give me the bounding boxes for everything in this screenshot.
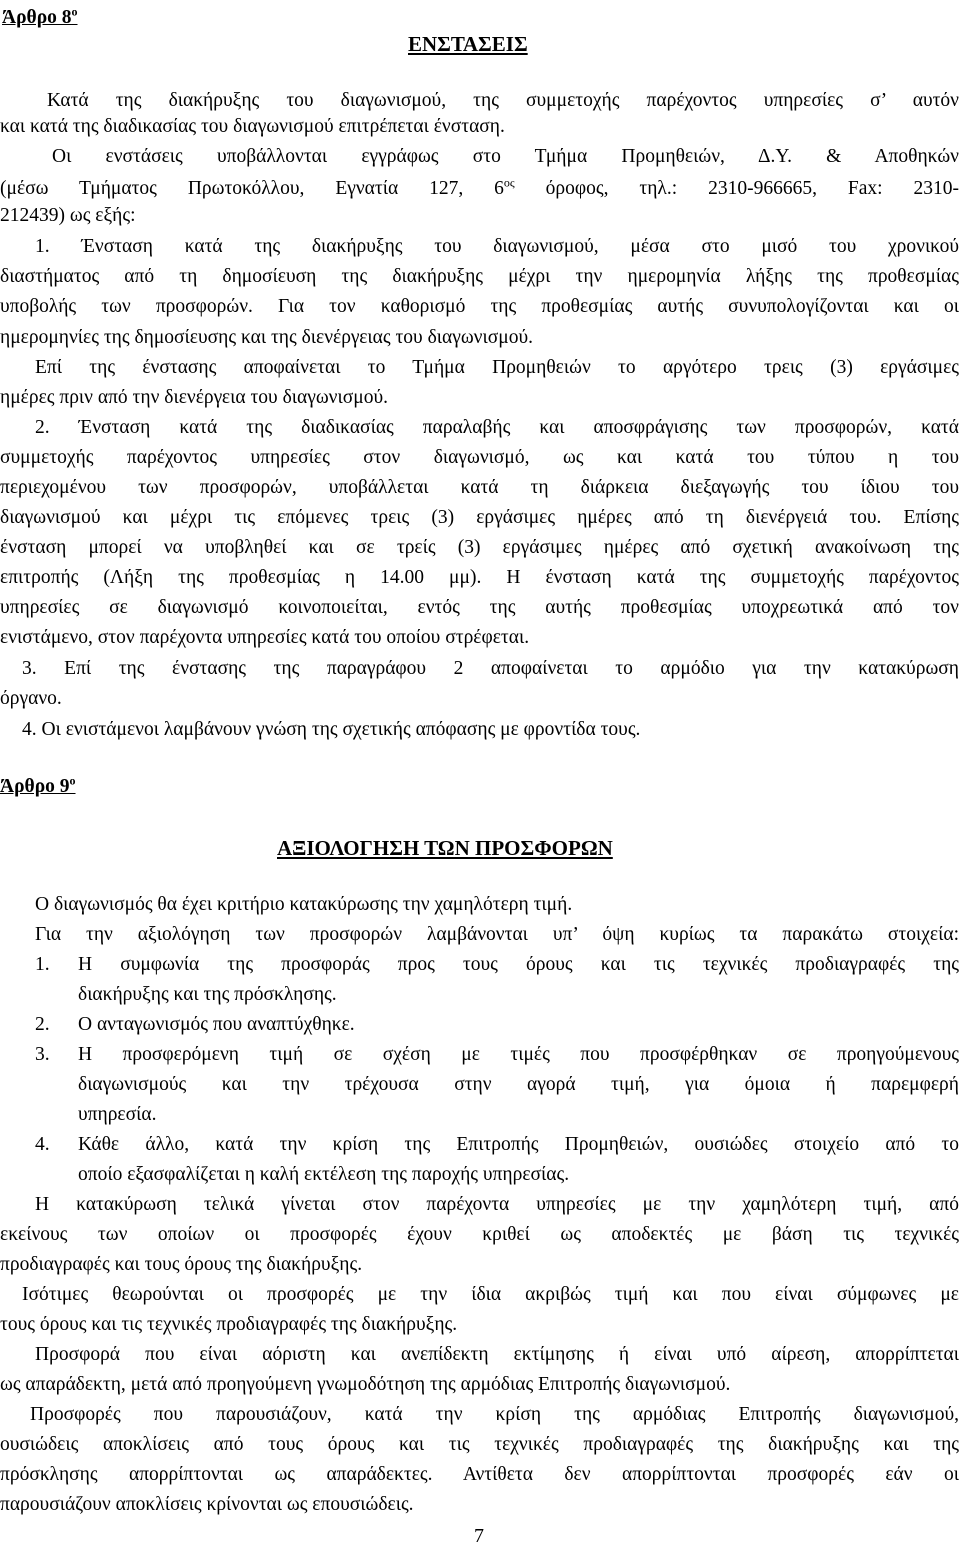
list-number: 2. <box>35 1014 50 1035</box>
list-item-line: Η προσφερόμενη τιμή σε σχέση με τιμές που προσφέρθηκαν σε προηγούμενους <box>78 1044 959 1065</box>
list-item-2-line: 2. Ένσταση κατά της διαδικασίας παραλαβής και αποσφράγισης των προσφορών, κατά <box>35 417 959 438</box>
paragraph-line: ως απαράδεκτη, μετά από προηγούμενη γνωμοδότηση της αρμόδιας Επιτροπής διαγωνισμού. <box>0 1374 731 1395</box>
paragraph-line: Προσφορά που είναι αόριστη και ανεπίδεκτη εκτίμησης ή είναι υπό αίρεση, απορρίπτεται <box>35 1344 959 1365</box>
paragraph-line: Προσφορές που παρουσιάζουν, κατά την κρίση της αρμόδιας Επιτροπής διαγωνισμού, <box>30 1404 959 1425</box>
paragraph-line: συμμετοχής παρέχοντος υπηρεσίες στον διαγωνισμό, ως και κατά του τύπου η του <box>0 447 959 468</box>
list-item-line: διαγωνισμούς και την τρέχουσα στην αγορά τιμή, για όμοια ή παρεμφερή <box>78 1074 959 1095</box>
paragraph-line: ημερομηνίες της δημοσίευσης και της διενέργειας του διαγωνισμού. <box>0 327 533 348</box>
paragraph-line: Οι ενστάσεις υποβάλλονται εγγράφως στο Τμήμα Προμηθειών, Δ.Υ. & Αποθηκών <box>52 146 959 167</box>
paragraph-line: παρουσιάζουν αποκλίσεις κρίνονται ως επουσιώδεις. <box>0 1494 414 1515</box>
paragraph-line: Ο διαγωνισμός θα έχει κριτήριο κατακύρωσης την χαμηλότερη τιμή. <box>35 894 573 915</box>
paragraph-line: Επί της ένστασης αποφαίνεται το Τμήμα Προμηθειών το αργότερο τρεις (3) εργάσιμες <box>35 357 959 378</box>
list-item-4-line: 4. Οι ενιστάμενοι λαμβάνουν γνώση της σχετικής απόφασης με φροντίδα τους. <box>22 719 641 740</box>
page-number: 7 <box>474 1525 484 1547</box>
article-8-title: ΕΝΣΤΑΣΕΙΣ <box>408 32 528 56</box>
list-item-line: διακήρυξης και της πρόσκλησης. <box>78 984 337 1005</box>
paragraph-line: και κατά της διαδικασίας του διαγωνισμού επιτρέπεται ένσταση. <box>0 116 505 137</box>
paragraph-line: πρόσκλησης απορρίπτονται ως απαράδεκτες. Αντίθετα δεν απορρίπτονται προσφορές εάν οι <box>0 1464 959 1485</box>
list-number: 4. <box>35 1134 50 1155</box>
paragraph-line: (μέσω Τμήματος Πρωτοκόλλου, Εγνατία 127, $6^{o\varsigma}$ όροφος, τηλ.: 2310-966665, Fax: 2310- <box>0 175 959 199</box>
paragraph-line: υποβολής των προσφορών. Για τον καθορισμό της προθεσμίας αυτής συνυπολογίζονται και οι <box>0 296 959 317</box>
article-8-heading: Άρθρο $8^o$ <box>2 4 78 28</box>
paragraph-line: όργανο. <box>0 688 62 709</box>
article-9-title: ΑΞΙΟΛΟΓΗΣΗ ΤΩΝ ΠΡΟΣΦΟΡΩΝ <box>277 836 613 860</box>
paragraph-line: ένσταση μπορεί να υποβληθεί και σε τρείς (3) εργάσιμες ημέρες από σχετική ανακοίνωση της <box>0 537 959 558</box>
paragraph-line: Η κατακύρωση τελικά γίνεται στον παρέχοντα υπηρεσίες με την χαμηλότερη τιμή, από <box>35 1194 959 1215</box>
list-item-3-line: 3. Επί της ένστασης της παραγράφου 2 αποφαίνεται το αρμόδιο για την κατακύρωση <box>22 658 959 679</box>
paragraph-line: Για την αξιολόγηση των προσφορών λαμβάνονται υπ’ όψη κυρίως τα παρακάτω στοιχεία: <box>35 924 959 945</box>
paragraph-line: 212439) ως εξής: <box>0 205 136 226</box>
article-9-heading: Άρθρο $9^o$ <box>0 773 76 797</box>
paragraph-line: Κατά της διακήρυξης του διαγωνισμού, της συμμετοχής παρέχοντος υπηρεσίες σ’ αυτόν <box>47 90 959 111</box>
list-item-line: Ο ανταγωνισμός που αναπτύχθηκε. <box>78 1014 355 1035</box>
paragraph-line: ουσιώδεις αποκλίσεις από τους όρους και τις τεχνικές προδιαγραφές της διακήρυξης και της <box>0 1434 959 1455</box>
list-item-line: Κάθε άλλο, κατά την κρίση της Επιτροπής Προμηθειών, ουσιώδες στοιχείο από το <box>78 1134 959 1155</box>
paragraph-line: προδιαγραφές και τους όρους της διακήρυξης. <box>0 1254 363 1275</box>
list-item-line: Η συμφωνία της προσφοράς προς τους όρους και τις τεχνικές προδιαγραφές της <box>78 954 959 975</box>
paragraph-line: ενιστάμενο, στον παρέχοντα υπηρεσίες κατά του οποίου στρέφεται. <box>0 627 530 648</box>
list-item-line: υπηρεσία. <box>78 1104 157 1125</box>
paragraph-line: επιτροπής (Λήξη της προθεσμίας η 14.00 μμ). Η ένσταση κατά της συμμετοχής παρέχοντος <box>0 567 959 588</box>
list-item-line: οποίο εξασφαλίζεται η καλή εκτέλεση της παροχής υπηρεσίας. <box>78 1164 570 1185</box>
paragraph-line: διαστήματος από τη δημοσίευση της διακήρυξης μέχρι την ημερομηνία λήξης της προθεσμίας <box>0 266 959 287</box>
paragraph-line: ημέρες πριν από την διενέργεια του διαγωνισμού. <box>0 387 388 408</box>
paragraph-line: περιεχομένου των προσφορών, υποβάλλεται κατά τη διάρκεια διεξαγωγής του ίδιου του <box>0 477 959 498</box>
paragraph-line: υπηρεσίες σε διαγωνισμό κοινοποιείται, εντός της αυτής προθεσμίας υποχρεωτικά από τον <box>0 597 959 618</box>
paragraph-line: τους όρους και τις τεχνικές προδιαγραφές της διακήρυξης. <box>0 1314 458 1335</box>
list-item-1-line: 1. Ένσταση κατά της διακήρυξης του διαγωνισμού, μέσα στο μισό του χρονικού <box>35 236 959 257</box>
paragraph-line: Ισότιμες θεωρούνται οι προσφορές με την ίδια ακριβώς τιμή και που είναι σύμφωνες με <box>22 1284 959 1305</box>
paragraph-line: διαγωνισμού και μέχρι τις επόμενες τρεις (3) εργάσιμες ημέρες από τη διενέργειά του. Επίσης <box>0 507 959 528</box>
paragraph-line: εκείνους των οποίων οι προσφορές έχουν κριθεί ως αποδεκτές με βάση τις τεχνικές <box>0 1224 959 1245</box>
list-number: 1. <box>35 954 50 975</box>
list-number: 3. <box>35 1044 50 1065</box>
